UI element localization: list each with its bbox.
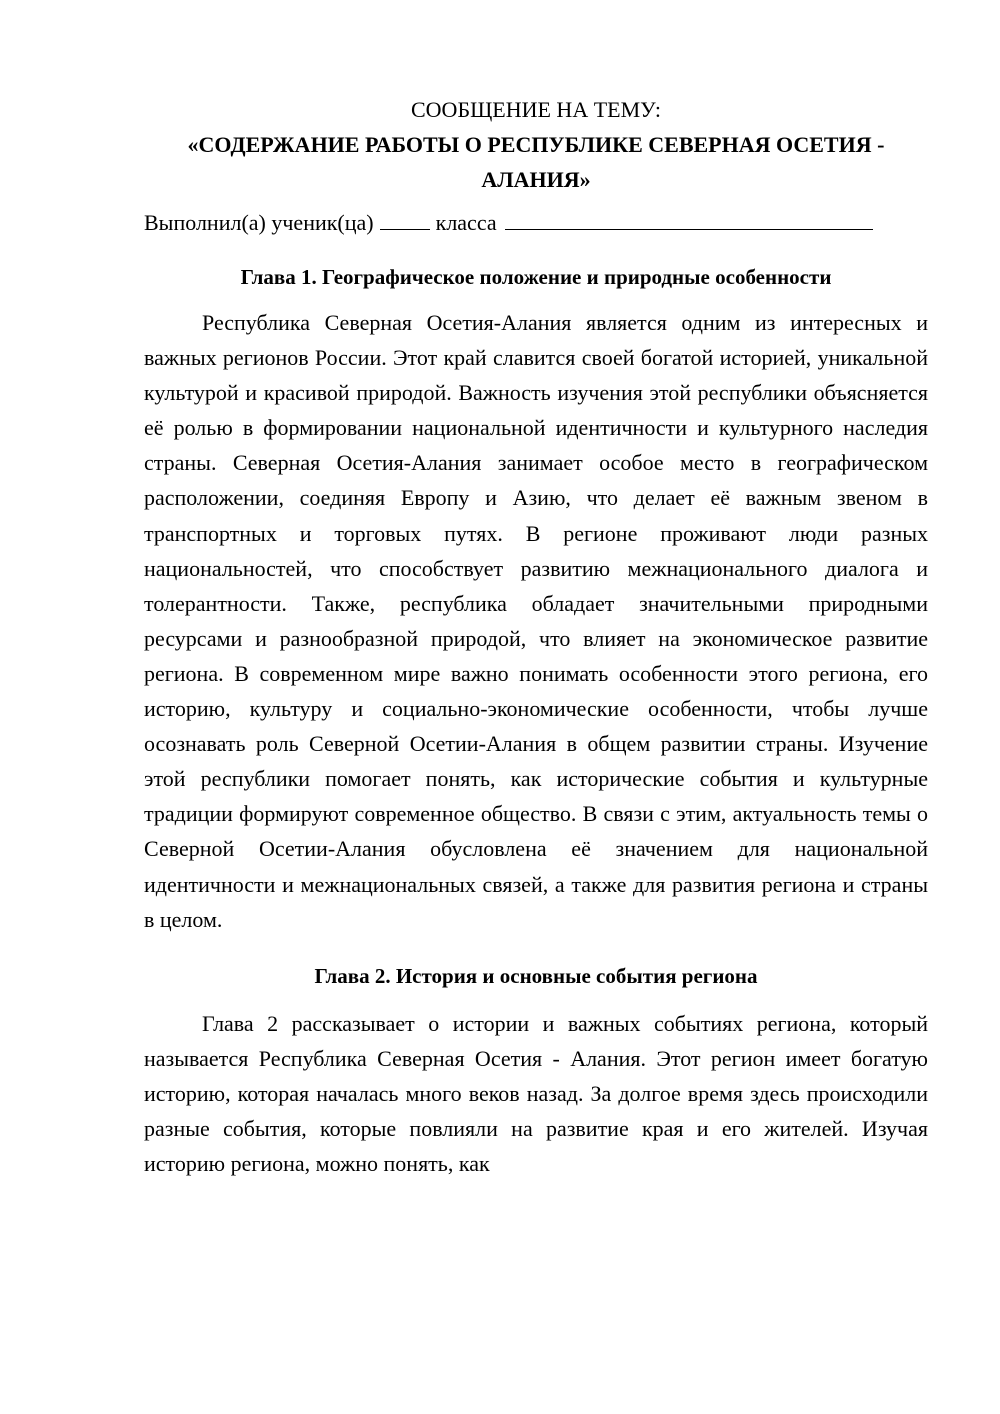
class-label: класса (435, 210, 497, 235)
class-number-blank (380, 211, 430, 230)
document-page (144, 92, 928, 1181)
student-name-blank (505, 211, 873, 230)
chapter-1-paragraph: Республика Северная Осетия-Алания является одним из интересных и важных регионов России. Этот край славится своей богатой историей, уникальной культурой и красивой природой. Важность изучения этой республики объясняется её ролью в формировании национальной идентичности и культурного наследия страны. Северная Осетия-Алания занимает особое место в географическом расположении, соединяя Европу и Азию, что делает её важным звеном в транспортных и торговых путях. В регионе проживают люди разных национальностей, что способствует развитию межнационального диалога и толерантности. Также, республика обладает значительными природными ресурсами и разнообразной природой, что влияет на экономическое развитие региона. В современном мире важно понимать особенности этого региона, его историю, культуру и социально-экономические особенности, чтобы лучше осознавать роль Северной Осетии-Алания в общем развитии страны. Изучение этой республики помогает понять, как исторические события и культурные традиции формируют современное общество. В связи с этим, актуальность темы о Северной Осетии-Алания обусловлена её значением для национальной идентичности и межнациональных связей, а также для развития региона и страны в целом. (144, 310, 928, 932)
chapter-2-heading: Глава 2. История и основные события региона (314, 963, 758, 988)
chapter-2-paragraph: Глава 2 рассказывает о истории и важных событиях региона, который называется Республика Северная Осетия - Алания. Этот регион имеет богатую историю, которая началась много веков назад. За долгое время здесь происходили разные события, которые повлияли на развитие края и его жителей. Изучая историю региона, можно понять, как (144, 1010, 928, 1177)
document-title: СООБЩЕНИЕ НА ТЕМУ: (411, 97, 661, 122)
document-subtitle: «СОДЕРЖАНИЕ РАБОТЫ О РЕСПУБЛИКЕ СЕВЕРНАЯ ОСЕТИЯ - АЛАНИЯ» (187, 132, 885, 192)
chapter-1-heading: Глава 1. Географическое положение и природные особенности (240, 265, 832, 289)
author-prefix: Выполнил(а) ученик(ца) (144, 210, 374, 235)
author-line (144, 205, 928, 240)
